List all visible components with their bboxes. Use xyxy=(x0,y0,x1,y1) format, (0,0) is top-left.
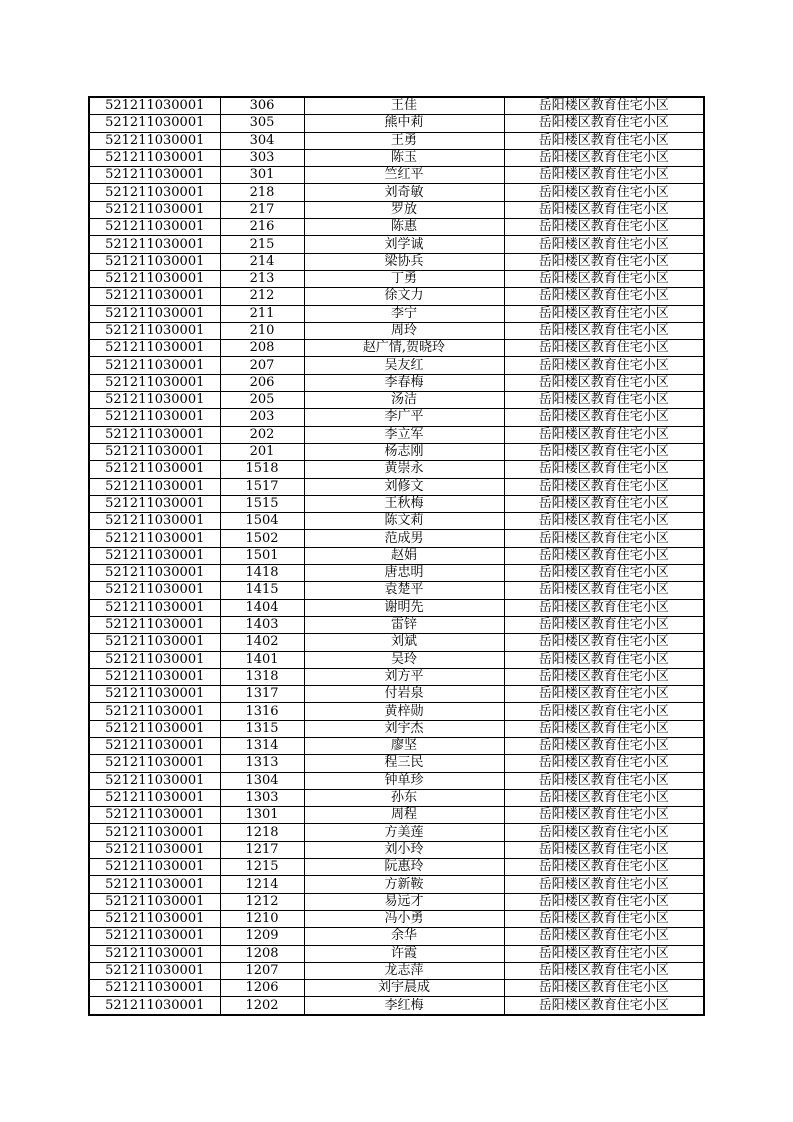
code-cell: 521211030001 xyxy=(89,720,220,737)
table-row xyxy=(89,426,704,443)
room-number-cell: 1207 xyxy=(220,962,304,979)
table-row xyxy=(89,962,704,979)
owner-name-cell: 陈文莉 xyxy=(304,513,504,530)
community-cell: 岳阳楼区教育住宅小区 xyxy=(504,668,704,685)
code-cell: 521211030001 xyxy=(89,876,220,893)
community-cell: 岳阳楼区教育住宅小区 xyxy=(504,513,704,530)
community-cell: 岳阳楼区教育住宅小区 xyxy=(504,357,704,374)
table-row xyxy=(89,789,704,806)
community-cell: 岳阳楼区教育住宅小区 xyxy=(504,824,704,841)
code-cell: 521211030001 xyxy=(89,530,220,547)
room-number-cell: 206 xyxy=(220,374,304,391)
table-row xyxy=(89,115,704,132)
table-row xyxy=(89,478,704,495)
room-number-cell: 1215 xyxy=(220,859,304,876)
community-cell: 岳阳楼区教育住宅小区 xyxy=(504,910,704,927)
records-table xyxy=(88,96,705,1016)
code-cell: 521211030001 xyxy=(89,219,220,236)
owner-name-cell: 刘方平 xyxy=(304,668,504,685)
community-cell: 岳阳楼区教育住宅小区 xyxy=(504,997,704,1015)
table-row xyxy=(89,513,704,530)
table-row xyxy=(89,599,704,616)
table-row xyxy=(89,737,704,754)
room-number-cell: 1504 xyxy=(220,513,304,530)
code-cell: 521211030001 xyxy=(89,288,220,305)
code-cell: 521211030001 xyxy=(89,651,220,668)
code-cell: 521211030001 xyxy=(89,253,220,270)
table-row xyxy=(89,392,704,409)
room-number-cell: 208 xyxy=(220,340,304,357)
owner-name-cell: 刘小玲 xyxy=(304,841,504,858)
owner-name-cell: 刘修文 xyxy=(304,478,504,495)
room-number-cell: 214 xyxy=(220,253,304,270)
table-row xyxy=(89,461,704,478)
table-row xyxy=(89,772,704,789)
code-cell: 521211030001 xyxy=(89,201,220,218)
community-cell: 岳阳楼区教育住宅小区 xyxy=(504,616,704,633)
community-cell: 岳阳楼区教育住宅小区 xyxy=(504,703,704,720)
code-cell: 521211030001 xyxy=(89,772,220,789)
table-row xyxy=(89,149,704,166)
table-row xyxy=(89,340,704,357)
room-number-cell: 1208 xyxy=(220,945,304,962)
room-number-cell: 1210 xyxy=(220,910,304,927)
table-row xyxy=(89,634,704,651)
table-row xyxy=(89,841,704,858)
code-cell: 521211030001 xyxy=(89,392,220,409)
table-row xyxy=(89,97,704,115)
room-number-cell: 1517 xyxy=(220,478,304,495)
room-number-cell: 213 xyxy=(220,270,304,287)
community-cell: 岳阳楼区教育住宅小区 xyxy=(504,236,704,253)
owner-name-cell: 陈惠 xyxy=(304,219,504,236)
owner-name-cell: 梁协兵 xyxy=(304,253,504,270)
owner-name-cell: 龙志萍 xyxy=(304,962,504,979)
owner-name-cell: 王佳 xyxy=(304,97,504,115)
code-cell: 521211030001 xyxy=(89,962,220,979)
owner-name-cell: 徐文力 xyxy=(304,288,504,305)
community-cell: 岳阳楼区教育住宅小区 xyxy=(504,132,704,149)
community-cell: 岳阳楼区教育住宅小区 xyxy=(504,322,704,339)
owner-name-cell: 吴友红 xyxy=(304,357,504,374)
community-cell: 岳阳楼区教育住宅小区 xyxy=(504,859,704,876)
code-cell: 521211030001 xyxy=(89,565,220,582)
owner-name-cell: 刘宇杰 xyxy=(304,720,504,737)
code-cell: 521211030001 xyxy=(89,495,220,512)
community-cell: 岳阳楼区教育住宅小区 xyxy=(504,582,704,599)
code-cell: 521211030001 xyxy=(89,893,220,910)
code-cell: 521211030001 xyxy=(89,547,220,564)
owner-name-cell: 刘奇敏 xyxy=(304,184,504,201)
room-number-cell: 1518 xyxy=(220,461,304,478)
owner-name-cell: 黄崇永 xyxy=(304,461,504,478)
code-cell: 521211030001 xyxy=(89,97,220,115)
table-row xyxy=(89,616,704,633)
table-row xyxy=(89,755,704,772)
code-cell: 521211030001 xyxy=(89,997,220,1015)
code-cell: 521211030001 xyxy=(89,616,220,633)
owner-name-cell: 赵娟 xyxy=(304,547,504,564)
owner-name-cell: 杨志刚 xyxy=(304,443,504,460)
community-cell: 岳阳楼区教育住宅小区 xyxy=(504,772,704,789)
code-cell: 521211030001 xyxy=(89,374,220,391)
community-cell: 岳阳楼区教育住宅小区 xyxy=(504,789,704,806)
owner-name-cell: 廖坚 xyxy=(304,737,504,754)
code-cell: 521211030001 xyxy=(89,426,220,443)
community-cell: 岳阳楼区教育住宅小区 xyxy=(504,945,704,962)
table-row xyxy=(89,322,704,339)
room-number-cell: 304 xyxy=(220,132,304,149)
room-number-cell: 1515 xyxy=(220,495,304,512)
room-number-cell: 1313 xyxy=(220,755,304,772)
table-row xyxy=(89,132,704,149)
owner-name-cell: 王勇 xyxy=(304,132,504,149)
room-number-cell: 207 xyxy=(220,357,304,374)
code-cell: 521211030001 xyxy=(89,513,220,530)
community-cell: 岳阳楼区教育住宅小区 xyxy=(504,565,704,582)
community-cell: 岳阳楼区教育住宅小区 xyxy=(504,720,704,737)
owner-name-cell: 孙东 xyxy=(304,789,504,806)
table-row xyxy=(89,893,704,910)
code-cell: 521211030001 xyxy=(89,184,220,201)
table-row xyxy=(89,374,704,391)
owner-name-cell: 易远才 xyxy=(304,893,504,910)
community-cell: 岳阳楼区教育住宅小区 xyxy=(504,219,704,236)
owner-name-cell: 谢明先 xyxy=(304,599,504,616)
community-cell: 岳阳楼区教育住宅小区 xyxy=(504,270,704,287)
code-cell: 521211030001 xyxy=(89,703,220,720)
owner-name-cell: 罗放 xyxy=(304,201,504,218)
owner-name-cell: 李宁 xyxy=(304,305,504,322)
room-number-cell: 205 xyxy=(220,392,304,409)
room-number-cell: 303 xyxy=(220,149,304,166)
room-number-cell: 203 xyxy=(220,409,304,426)
table-row xyxy=(89,530,704,547)
owner-name-cell: 冯小勇 xyxy=(304,910,504,927)
community-cell: 岳阳楼区教育住宅小区 xyxy=(504,962,704,979)
table-row xyxy=(89,824,704,841)
room-number-cell: 217 xyxy=(220,201,304,218)
table-row xyxy=(89,928,704,945)
code-cell: 521211030001 xyxy=(89,132,220,149)
community-cell: 岳阳楼区教育住宅小区 xyxy=(504,599,704,616)
room-number-cell: 1218 xyxy=(220,824,304,841)
code-cell: 521211030001 xyxy=(89,582,220,599)
room-number-cell: 1502 xyxy=(220,530,304,547)
code-cell: 521211030001 xyxy=(89,980,220,997)
code-cell: 521211030001 xyxy=(89,236,220,253)
code-cell: 521211030001 xyxy=(89,945,220,962)
table-row xyxy=(89,288,704,305)
code-cell: 521211030001 xyxy=(89,409,220,426)
code-cell: 521211030001 xyxy=(89,824,220,841)
code-cell: 521211030001 xyxy=(89,841,220,858)
community-cell: 岳阳楼区教育住宅小区 xyxy=(504,253,704,270)
table-row xyxy=(89,305,704,322)
table-row xyxy=(89,184,704,201)
owner-name-cell: 周玲 xyxy=(304,322,504,339)
table-row xyxy=(89,720,704,737)
code-cell: 521211030001 xyxy=(89,270,220,287)
room-number-cell: 1214 xyxy=(220,876,304,893)
room-number-cell: 1401 xyxy=(220,651,304,668)
community-cell: 岳阳楼区教育住宅小区 xyxy=(504,841,704,858)
room-number-cell: 1314 xyxy=(220,737,304,754)
community-cell: 岳阳楼区教育住宅小区 xyxy=(504,686,704,703)
owner-name-cell: 许霞 xyxy=(304,945,504,962)
community-cell: 岳阳楼区教育住宅小区 xyxy=(504,530,704,547)
owner-name-cell: 李红梅 xyxy=(304,997,504,1015)
owner-name-cell: 王秋梅 xyxy=(304,495,504,512)
owner-name-cell: 李广平 xyxy=(304,409,504,426)
owner-name-cell: 李立军 xyxy=(304,426,504,443)
room-number-cell: 1209 xyxy=(220,928,304,945)
table-row xyxy=(89,668,704,685)
room-number-cell: 212 xyxy=(220,288,304,305)
room-number-cell: 1404 xyxy=(220,599,304,616)
code-cell: 521211030001 xyxy=(89,149,220,166)
code-cell: 521211030001 xyxy=(89,910,220,927)
owner-name-cell: 汤洁 xyxy=(304,392,504,409)
code-cell: 521211030001 xyxy=(89,668,220,685)
owner-name-cell: 刘宇晨成 xyxy=(304,980,504,997)
owner-name-cell: 唐忠明 xyxy=(304,565,504,582)
code-cell: 521211030001 xyxy=(89,357,220,374)
room-number-cell: 1202 xyxy=(220,997,304,1015)
code-cell: 521211030001 xyxy=(89,928,220,945)
owner-name-cell: 钟单珍 xyxy=(304,772,504,789)
room-number-cell: 218 xyxy=(220,184,304,201)
table-row xyxy=(89,409,704,426)
owner-name-cell: 袁楚平 xyxy=(304,582,504,599)
community-cell: 岳阳楼区教育住宅小区 xyxy=(504,115,704,132)
table-row xyxy=(89,807,704,824)
code-cell: 521211030001 xyxy=(89,305,220,322)
code-cell: 521211030001 xyxy=(89,443,220,460)
table-row xyxy=(89,236,704,253)
owner-name-cell: 黄梓勋 xyxy=(304,703,504,720)
owner-name-cell: 陈玉 xyxy=(304,149,504,166)
community-cell: 岳阳楼区教育住宅小区 xyxy=(504,409,704,426)
code-cell: 521211030001 xyxy=(89,115,220,132)
owner-name-cell: 刘斌 xyxy=(304,634,504,651)
community-cell: 岳阳楼区教育住宅小区 xyxy=(504,305,704,322)
owner-name-cell: 方美莲 xyxy=(304,824,504,841)
community-cell: 岳阳楼区教育住宅小区 xyxy=(504,288,704,305)
table-row xyxy=(89,167,704,184)
room-number-cell: 1318 xyxy=(220,668,304,685)
room-number-cell: 1415 xyxy=(220,582,304,599)
room-number-cell: 1301 xyxy=(220,807,304,824)
community-cell: 岳阳楼区教育住宅小区 xyxy=(504,461,704,478)
table-row xyxy=(89,876,704,893)
room-number-cell: 1315 xyxy=(220,720,304,737)
code-cell: 521211030001 xyxy=(89,599,220,616)
owner-name-cell: 赵广情,贺晓玲 xyxy=(304,340,504,357)
table-row xyxy=(89,357,704,374)
table-row xyxy=(89,945,704,962)
community-cell: 岳阳楼区教育住宅小区 xyxy=(504,807,704,824)
code-cell: 521211030001 xyxy=(89,807,220,824)
community-cell: 岳阳楼区教育住宅小区 xyxy=(504,201,704,218)
owner-name-cell: 李春梅 xyxy=(304,374,504,391)
table-row xyxy=(89,980,704,997)
owner-name-cell: 雷锌 xyxy=(304,616,504,633)
community-cell: 岳阳楼区教育住宅小区 xyxy=(504,495,704,512)
community-cell: 岳阳楼区教育住宅小区 xyxy=(504,651,704,668)
table-row xyxy=(89,910,704,927)
owner-name-cell: 刘学诚 xyxy=(304,236,504,253)
room-number-cell: 1217 xyxy=(220,841,304,858)
owner-name-cell: 付岩泉 xyxy=(304,686,504,703)
room-number-cell: 1304 xyxy=(220,772,304,789)
community-cell: 岳阳楼区教育住宅小区 xyxy=(504,980,704,997)
room-number-cell: 1418 xyxy=(220,565,304,582)
room-number-cell: 1212 xyxy=(220,893,304,910)
community-cell: 岳阳楼区教育住宅小区 xyxy=(504,426,704,443)
code-cell: 521211030001 xyxy=(89,478,220,495)
table-row xyxy=(89,703,704,720)
community-cell: 岳阳楼区教育住宅小区 xyxy=(504,184,704,201)
room-number-cell: 305 xyxy=(220,115,304,132)
community-cell: 岳阳楼区教育住宅小区 xyxy=(504,340,704,357)
community-cell: 岳阳楼区教育住宅小区 xyxy=(504,928,704,945)
room-number-cell: 1303 xyxy=(220,789,304,806)
table-row xyxy=(89,495,704,512)
room-number-cell: 306 xyxy=(220,97,304,115)
owner-name-cell: 阮惠玲 xyxy=(304,859,504,876)
table-row xyxy=(89,582,704,599)
community-cell: 岳阳楼区教育住宅小区 xyxy=(504,374,704,391)
community-cell: 岳阳楼区教育住宅小区 xyxy=(504,634,704,651)
table-row xyxy=(89,686,704,703)
code-cell: 521211030001 xyxy=(89,167,220,184)
table-row xyxy=(89,270,704,287)
community-cell: 岳阳楼区教育住宅小区 xyxy=(504,167,704,184)
owner-name-cell: 周程 xyxy=(304,807,504,824)
code-cell: 521211030001 xyxy=(89,322,220,339)
table-row xyxy=(89,651,704,668)
room-number-cell: 211 xyxy=(220,305,304,322)
room-number-cell: 1501 xyxy=(220,547,304,564)
room-number-cell: 1206 xyxy=(220,980,304,997)
code-cell: 521211030001 xyxy=(89,686,220,703)
community-cell: 岳阳楼区教育住宅小区 xyxy=(504,893,704,910)
room-number-cell: 202 xyxy=(220,426,304,443)
community-cell: 岳阳楼区教育住宅小区 xyxy=(504,876,704,893)
records-table-body xyxy=(89,97,704,1015)
room-number-cell: 1402 xyxy=(220,634,304,651)
room-number-cell: 301 xyxy=(220,167,304,184)
table-row xyxy=(89,201,704,218)
code-cell: 521211030001 xyxy=(89,340,220,357)
room-number-cell: 1316 xyxy=(220,703,304,720)
community-cell: 岳阳楼区教育住宅小区 xyxy=(504,547,704,564)
code-cell: 521211030001 xyxy=(89,737,220,754)
community-cell: 岳阳楼区教育住宅小区 xyxy=(504,478,704,495)
table-row xyxy=(89,253,704,270)
owner-name-cell: 吴玲 xyxy=(304,651,504,668)
table-row xyxy=(89,547,704,564)
table-row xyxy=(89,997,704,1015)
community-cell: 岳阳楼区教育住宅小区 xyxy=(504,737,704,754)
room-number-cell: 1317 xyxy=(220,686,304,703)
room-number-cell: 201 xyxy=(220,443,304,460)
code-cell: 521211030001 xyxy=(89,755,220,772)
table-row xyxy=(89,565,704,582)
owner-name-cell: 丁勇 xyxy=(304,270,504,287)
table-row xyxy=(89,443,704,460)
owner-name-cell: 范成男 xyxy=(304,530,504,547)
code-cell: 521211030001 xyxy=(89,789,220,806)
room-number-cell: 216 xyxy=(220,219,304,236)
community-cell: 岳阳楼区教育住宅小区 xyxy=(504,755,704,772)
owner-name-cell: 方新鞍 xyxy=(304,876,504,893)
room-number-cell: 210 xyxy=(220,322,304,339)
community-cell: 岳阳楼区教育住宅小区 xyxy=(504,97,704,115)
room-number-cell: 1403 xyxy=(220,616,304,633)
community-cell: 岳阳楼区教育住宅小区 xyxy=(504,392,704,409)
community-cell: 岳阳楼区教育住宅小区 xyxy=(504,443,704,460)
owner-name-cell: 熊中莉 xyxy=(304,115,504,132)
code-cell: 521211030001 xyxy=(89,634,220,651)
code-cell: 521211030001 xyxy=(89,859,220,876)
owner-name-cell: 程三民 xyxy=(304,755,504,772)
table-row xyxy=(89,219,704,236)
room-number-cell: 215 xyxy=(220,236,304,253)
owner-name-cell: 余华 xyxy=(304,928,504,945)
code-cell: 521211030001 xyxy=(89,461,220,478)
owner-name-cell: 竺红平 xyxy=(304,167,504,184)
table-row xyxy=(89,859,704,876)
community-cell: 岳阳楼区教育住宅小区 xyxy=(504,149,704,166)
